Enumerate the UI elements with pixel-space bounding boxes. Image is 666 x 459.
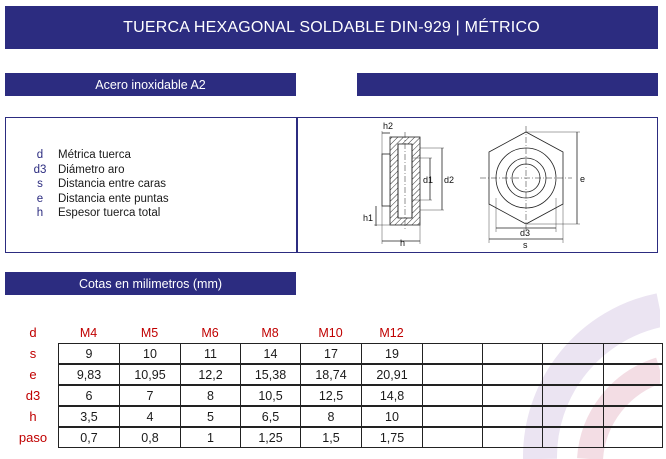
- label-h2: h2: [383, 121, 394, 131]
- table-cell-empty: [483, 344, 543, 363]
- table-cell: 7: [120, 386, 181, 405]
- row-label-h: h: [29, 409, 37, 424]
- legend-description: Diámetro aro: [58, 163, 125, 176]
- legend-item: [22, 177, 169, 192]
- dimensions-bar: [5, 272, 296, 295]
- top-view: [480, 126, 580, 243]
- table-cell: 10,95: [120, 365, 181, 384]
- size-header: M10: [318, 325, 343, 340]
- table-cell: 10: [120, 344, 181, 363]
- size-header: M5: [140, 325, 159, 340]
- material-label: Acero inoxidable A2: [95, 77, 206, 92]
- table-cell: 8: [301, 407, 362, 426]
- table-cell-empty: [423, 344, 483, 363]
- table-cell: 1,5: [301, 428, 362, 447]
- table-cell: 11: [181, 344, 241, 363]
- label-s: s: [523, 240, 528, 250]
- table-cell: 10,5: [241, 386, 301, 405]
- legend-description: Distancia entre caras: [58, 178, 167, 191]
- table-cell-empty: [423, 386, 483, 405]
- row-label-e: e: [29, 367, 37, 382]
- table-cell: 6: [59, 386, 120, 405]
- table-cell-empty: [483, 407, 543, 426]
- table-cell: 9,83: [59, 365, 120, 384]
- size-header: M4: [79, 325, 98, 340]
- weld-nut-drawing: [360, 118, 600, 252]
- table-cell: 6,5: [241, 407, 301, 426]
- size-header: M6: [201, 325, 219, 340]
- legend-symbol: d3: [33, 163, 47, 176]
- table-cell: 4: [120, 407, 181, 426]
- table-cell: 10: [362, 407, 423, 426]
- table-cell-empty: [543, 365, 604, 384]
- table-cell: 17: [301, 344, 362, 363]
- label-d3: d3: [520, 228, 531, 238]
- row-label-paso: paso: [18, 430, 48, 445]
- table-cell: 14,8: [362, 386, 423, 405]
- table-cell: 1: [181, 428, 241, 447]
- table-cell-empty: [483, 428, 543, 447]
- legend-item: [22, 206, 169, 221]
- table-cell-empty: [543, 428, 604, 447]
- label-d2: d2: [444, 175, 455, 185]
- table-row: [8, 343, 663, 364]
- table-row: [8, 406, 663, 427]
- table-cell: 20,91: [362, 365, 423, 384]
- table-cell: 3,5: [59, 407, 120, 426]
- row-label-s: s: [29, 346, 37, 361]
- weld-projection: [382, 154, 390, 206]
- header-bar-right: [357, 73, 658, 96]
- legend-list: [22, 148, 169, 221]
- row-label-d: d: [29, 325, 37, 340]
- legend-item: [22, 192, 169, 207]
- legend-description: Distancia ente puntas: [58, 192, 169, 205]
- table-cell-empty: [423, 428, 483, 447]
- table-cell-empty: [423, 407, 483, 426]
- table-cell: 14: [241, 344, 301, 363]
- legend-item: [22, 163, 169, 178]
- legend-symbol: h: [36, 207, 44, 220]
- title-bar: [5, 6, 658, 49]
- table-row: [8, 364, 663, 385]
- material-bar: [5, 73, 296, 96]
- size-header: M12: [379, 325, 404, 340]
- table-cell: 18,74: [301, 365, 362, 384]
- table-cell-empty: [543, 386, 604, 405]
- table-cell: 1,75: [362, 428, 423, 447]
- legend-divider: [296, 117, 298, 253]
- label-h1: h1: [363, 213, 374, 223]
- legend-description: Métrica tuerca: [58, 149, 131, 161]
- label-d1: d1: [423, 175, 434, 185]
- table-cell: 12,2: [181, 365, 241, 384]
- table-row: [8, 427, 663, 448]
- legend-item: [22, 148, 169, 163]
- table-cell: 12,5: [301, 386, 362, 405]
- table-cell: 1,25: [241, 428, 301, 447]
- table-row: [8, 385, 663, 406]
- legend-symbol: e: [36, 192, 44, 205]
- table-cell-empty: [483, 365, 543, 384]
- legend-symbol: s: [37, 178, 43, 191]
- table-cell-empty: [543, 407, 604, 426]
- table-cell: 5: [181, 407, 241, 426]
- dimensions-title: Cotas en milimetros (mm): [78, 276, 223, 291]
- table-header-row: [8, 322, 663, 343]
- legend-symbol: d: [36, 149, 44, 161]
- label-h: h: [400, 238, 406, 248]
- table-cell: 15,38: [241, 365, 301, 384]
- label-e: e: [580, 174, 586, 184]
- table-cell: 0,8: [120, 428, 181, 447]
- table-cell: 0,7: [59, 428, 120, 447]
- legend-description: Espesor tuerca total: [58, 207, 161, 220]
- table-cell: 19: [362, 344, 423, 363]
- table-cell: 9: [59, 344, 120, 363]
- row-label-d3: d3: [25, 388, 41, 403]
- size-header: M8: [261, 325, 279, 340]
- table-cell: 8: [181, 386, 241, 405]
- table-cell-empty: [423, 365, 483, 384]
- side-section-view: [374, 131, 444, 244]
- table-cell-empty: [483, 386, 543, 405]
- table-cell-empty: [543, 344, 604, 363]
- page-title: TUERCA HEXAGONAL SOLDABLE DIN-929 | MÉTRICO: [123, 18, 540, 36]
